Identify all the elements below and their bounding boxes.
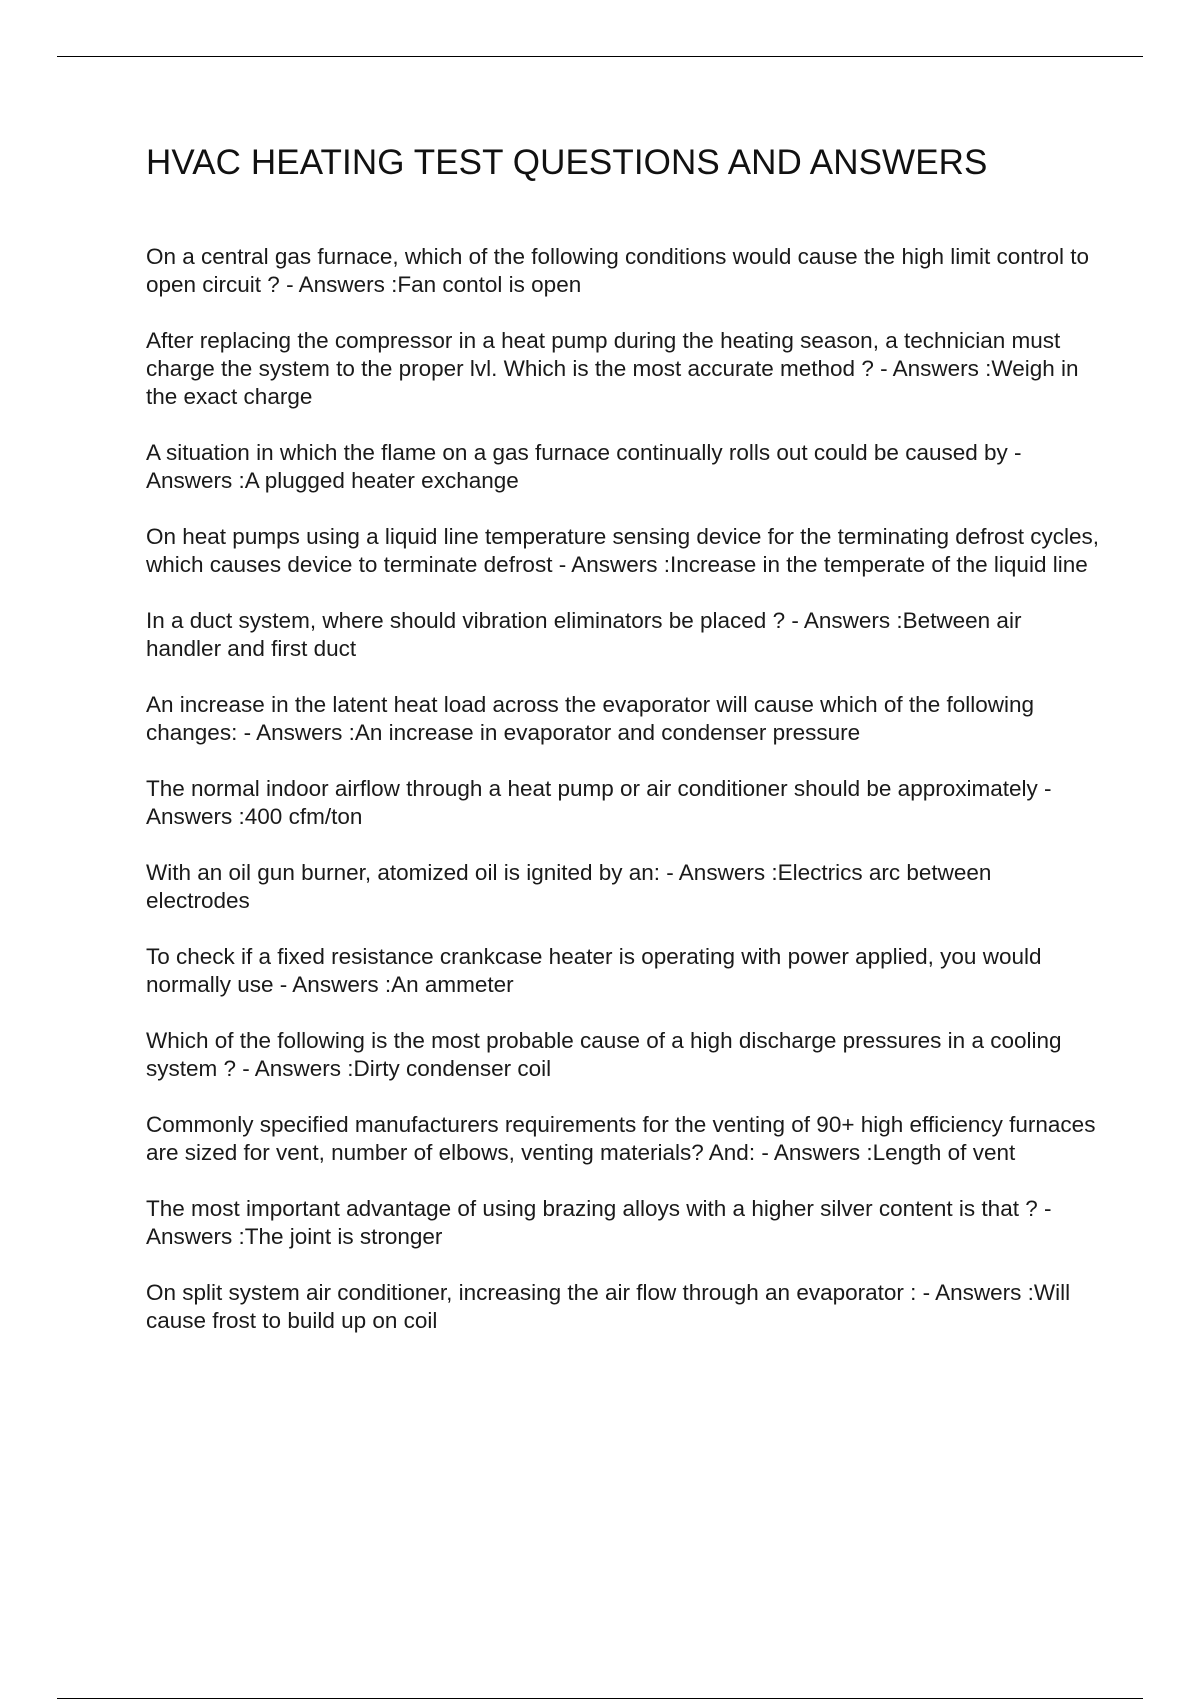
qa-item: After replacing the compressor in a heat pump during the heating season, a technician must charge the system to the proper lvl. Which is the most accurate method ? - Answers :Weigh in the exact charge — [146, 328, 1079, 409]
qa-item: On split system air conditioner, increasing the air flow through an evaporator : - Answers :Will cause frost to build up on coil — [146, 1280, 1071, 1333]
qa-item: Which of the following is the most probable cause of a high discharge pressures in a cooling system ? - Answers :Dirty condenser coil — [146, 1028, 1062, 1081]
qa-list — [146, 243, 1100, 1363]
qa-item: Commonly specified manufacturers requirements for the venting of 90+ high efficiency furnaces are sized for vent, number of elbows, venting materials? And: - Answers :Length of vent — [146, 1112, 1096, 1165]
qa-item: The most important advantage of using brazing alloys with a higher silver content is that ? - Answers :The joint is stronger — [146, 1196, 1052, 1249]
bottom-rule — [57, 1698, 1143, 1699]
qa-item: On a central gas furnace, which of the following conditions would cause the high limit control to open circuit ? - Answers :Fan contol is open — [146, 244, 1090, 297]
qa-item: The normal indoor airflow through a heat pump or air conditioner should be approximately - Answers :400 cfm/ton — [146, 776, 1052, 829]
top-rule — [57, 56, 1143, 57]
qa-item: A situation in which the flame on a gas furnace continually rolls out could be caused by - Answers :A plugged heater exchange — [146, 440, 1022, 493]
qa-item: To check if a fixed resistance crankcase heater is operating with power applied, you would normally use - Answers :An ammeter — [146, 944, 1042, 997]
page-title: HVAC HEATING TEST QUESTIONS AND ANSWERS — [146, 143, 988, 182]
qa-item: In a duct system, where should vibration eliminators be placed ? - Answers :Between air handler and first duct — [146, 608, 1022, 661]
qa-item: An increase in the latent heat load across the evaporator will cause which of the following changes: - Answers :An increase in evaporator and condenser pressure — [146, 692, 1035, 745]
qa-item: On heat pumps using a liquid line temperature sensing device for the terminating defrost cycles, which causes device to terminate defrost - Answers :Increase in the temperate of the liquid line — [146, 524, 1100, 577]
qa-item: With an oil gun burner, atomized oil is ignited by an: - Answers :Electrics arc between electrodes — [146, 860, 992, 913]
